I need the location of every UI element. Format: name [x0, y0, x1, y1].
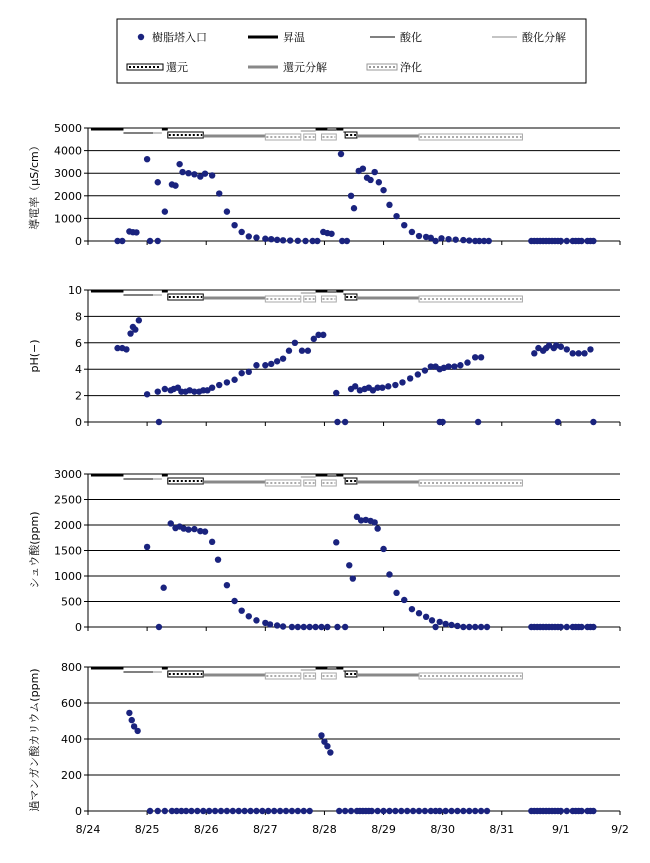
data-point: [123, 346, 129, 352]
legend-label: 樹脂塔入口: [152, 31, 207, 44]
data-point: [188, 808, 194, 814]
y-tick-label: 2500: [54, 493, 82, 507]
data-point: [299, 348, 305, 354]
data-point: [283, 808, 289, 814]
x-tick-label: 9/2: [611, 823, 629, 836]
data-point: [246, 233, 252, 239]
data-point: [224, 808, 230, 814]
data-point: [231, 222, 237, 228]
y-tick-label: 8: [75, 310, 82, 324]
data-point: [558, 624, 564, 630]
data-point: [392, 382, 398, 388]
y-tick-label: 1500: [54, 544, 82, 558]
data-point: [575, 350, 581, 356]
data-point: [590, 419, 596, 425]
x-tick-label: 8/25: [134, 823, 160, 836]
y-tick-label: 5000: [54, 122, 82, 135]
data-point: [466, 237, 472, 243]
data-point: [231, 377, 237, 383]
data-point: [422, 808, 428, 814]
data-point: [342, 624, 348, 630]
data-point: [386, 571, 392, 577]
data-point: [162, 208, 168, 214]
data-point: [380, 546, 386, 552]
y-tick-label: 200: [61, 769, 82, 782]
data-point: [218, 808, 224, 814]
data-point: [306, 808, 312, 814]
data-point: [416, 233, 422, 239]
data-point: [224, 208, 230, 214]
data-point: [185, 526, 191, 532]
y-tick-label: 800: [61, 661, 82, 674]
data-point: [398, 808, 404, 814]
data-point: [185, 170, 191, 176]
data-point: [236, 808, 242, 814]
data-point: [289, 624, 295, 630]
data-point: [126, 710, 132, 716]
data-point: [191, 526, 197, 532]
data-point: [437, 808, 443, 814]
y-tick-label: 6: [75, 336, 82, 350]
data-point: [156, 624, 162, 630]
data-point: [423, 614, 429, 620]
legend: [117, 19, 586, 83]
data-point: [386, 202, 392, 208]
data-point: [336, 808, 342, 814]
data-point: [147, 808, 153, 814]
data-point: [253, 234, 259, 240]
data-point: [333, 390, 339, 396]
data-point: [334, 624, 340, 630]
data-point: [287, 237, 293, 243]
data-point: [531, 350, 537, 356]
data-point: [215, 556, 221, 562]
data-point: [410, 808, 416, 814]
data-point: [376, 179, 382, 185]
data-point: [371, 519, 377, 525]
data-point: [286, 348, 292, 354]
data-point: [416, 808, 422, 814]
data-point: [302, 238, 308, 244]
data-point: [409, 229, 415, 235]
data-point: [587, 346, 593, 352]
data-point: [451, 363, 457, 369]
data-point: [328, 231, 334, 237]
data-point: [172, 182, 178, 188]
y-tick-label: 3000: [54, 468, 82, 481]
data-point: [168, 520, 174, 526]
data-point: [578, 238, 584, 244]
y-tick-label: 1000: [54, 570, 82, 583]
data-point: [374, 525, 380, 531]
y-tick-label: 0: [75, 416, 82, 429]
data-point: [305, 348, 311, 354]
data-point: [486, 238, 492, 244]
data-point: [144, 391, 150, 397]
data-point: [155, 388, 161, 394]
data-point: [274, 622, 280, 628]
data-point: [134, 728, 140, 734]
data-point: [155, 179, 161, 185]
data-point: [160, 585, 166, 591]
data-point: [457, 362, 463, 368]
x-tick-label: 8/27: [252, 823, 278, 836]
y-tick-label: 3000: [54, 167, 82, 181]
legend-label: 酸化分解: [522, 31, 566, 44]
data-point: [558, 238, 564, 244]
data-point: [209, 172, 215, 178]
data-point: [314, 238, 320, 244]
data-point: [247, 808, 253, 814]
phase-band-purification: [419, 673, 522, 679]
y-axis-label: pH(−): [28, 339, 41, 373]
data-point: [472, 624, 478, 630]
data-point: [246, 613, 252, 619]
data-point: [401, 597, 407, 603]
data-point: [253, 362, 259, 368]
data-point: [241, 808, 247, 814]
chart-panels: [27, 122, 629, 836]
legend-label: 酸化: [400, 31, 422, 44]
data-point: [460, 808, 466, 814]
data-point: [301, 808, 307, 814]
data-point: [162, 808, 168, 814]
data-point: [136, 317, 142, 323]
data-point: [392, 808, 398, 814]
data-point: [230, 808, 236, 814]
data-point: [338, 151, 344, 157]
x-tick-label: 8/24: [75, 823, 101, 836]
data-point: [380, 808, 386, 814]
data-point: [176, 161, 182, 167]
data-point: [129, 717, 135, 723]
data-point: [460, 237, 466, 243]
data-point: [452, 236, 458, 242]
data-point: [265, 808, 271, 814]
data-point: [274, 237, 280, 243]
data-point: [144, 156, 150, 162]
data-point: [570, 350, 576, 356]
data-point: [386, 808, 392, 814]
data-point: [460, 624, 466, 630]
data-point: [348, 193, 354, 199]
y-tick-label: 0: [75, 621, 82, 634]
data-point: [344, 238, 350, 244]
chart-panel: [27, 661, 620, 818]
data-point: [416, 610, 422, 616]
y-tick-label: 2000: [54, 189, 82, 203]
data-point: [295, 624, 301, 630]
y-tick-label: 1000: [54, 212, 82, 226]
data-point: [564, 346, 570, 352]
data-point: [564, 808, 570, 814]
data-point: [342, 419, 348, 425]
data-point: [259, 808, 265, 814]
data-point: [422, 367, 428, 373]
data-point: [253, 808, 259, 814]
data-point: [334, 419, 340, 425]
data-point: [231, 598, 237, 604]
x-tick-label: 9/1: [552, 823, 570, 836]
data-point: [351, 205, 357, 211]
data-point: [442, 808, 448, 814]
data-point: [393, 213, 399, 219]
data-point: [445, 363, 451, 369]
data-point: [268, 236, 274, 242]
data-point: [380, 187, 386, 193]
y-tick-label: 10: [68, 284, 82, 297]
data-point: [448, 622, 454, 628]
data-point: [581, 350, 587, 356]
data-point: [590, 238, 596, 244]
chart-panel: [28, 284, 620, 429]
y-axis-label: 過マンガン酸カリウム(ppm): [28, 668, 41, 812]
data-point: [415, 371, 421, 377]
legend-label: 昇温: [283, 31, 305, 44]
y-tick-label: 2000: [54, 519, 82, 532]
data-point: [320, 332, 326, 338]
data-point: [209, 384, 215, 390]
phase-band-purification: [419, 480, 522, 486]
data-point: [466, 808, 472, 814]
data-point: [478, 354, 484, 360]
data-point: [280, 237, 286, 243]
phase-band-purification: [419, 296, 522, 302]
data-point: [564, 624, 570, 630]
legend-marker-dot: [138, 34, 144, 40]
data-point: [442, 621, 448, 627]
data-point: [472, 354, 478, 360]
data-point: [191, 171, 197, 177]
data-point: [246, 369, 252, 375]
phase-band-purification: [419, 134, 522, 140]
x-tick-label: 8/30: [430, 823, 456, 836]
data-point: [360, 165, 366, 171]
y-tick-label: 4000: [54, 144, 82, 158]
data-point: [312, 624, 318, 630]
data-point: [590, 624, 596, 630]
data-point: [578, 624, 584, 630]
x-tick-label: 8/29: [371, 823, 396, 836]
data-point: [155, 238, 161, 244]
chart-panel: [27, 122, 620, 248]
data-point: [212, 808, 218, 814]
data-point: [147, 238, 153, 244]
x-tick-label: 8/31: [489, 823, 515, 836]
legend-label: 還元分解: [283, 61, 327, 74]
data-point: [327, 749, 333, 755]
data-point: [295, 238, 301, 244]
data-point: [393, 590, 399, 596]
data-point: [318, 732, 324, 738]
data-point: [429, 617, 435, 623]
data-point: [555, 419, 561, 425]
data-point: [564, 238, 570, 244]
data-point: [484, 624, 490, 630]
data-point: [333, 539, 339, 545]
data-point: [466, 624, 472, 630]
data-point: [202, 528, 208, 534]
chart-panel: [27, 468, 620, 634]
data-point: [318, 624, 324, 630]
data-point: [367, 177, 373, 183]
data-point: [385, 383, 391, 389]
data-point: [162, 386, 168, 392]
data-point: [454, 623, 460, 629]
data-point: [379, 384, 385, 390]
y-axis-label: 導電率（μS/cm）: [28, 140, 41, 230]
data-point: [464, 359, 470, 365]
data-point: [350, 575, 356, 581]
data-point: [238, 607, 244, 613]
data-point: [346, 562, 352, 568]
data-point: [274, 358, 280, 364]
y-tick-label: 2: [75, 389, 82, 403]
data-point: [292, 340, 298, 346]
y-tick-label: 4: [75, 363, 82, 377]
data-point: [224, 379, 230, 385]
data-point: [401, 222, 407, 228]
y-tick-label: 0: [75, 235, 82, 248]
data-point: [439, 419, 445, 425]
data-point: [407, 375, 413, 381]
y-tick-label: 600: [61, 697, 82, 710]
data-point: [216, 382, 222, 388]
data-point: [369, 808, 375, 814]
legend-label: 還元: [166, 61, 188, 74]
data-point: [301, 624, 307, 630]
data-point: [324, 624, 330, 630]
data-point: [454, 808, 460, 814]
data-point: [404, 808, 410, 814]
data-point: [374, 808, 380, 814]
data-point: [238, 370, 244, 376]
x-tick-label: 8/28: [312, 823, 337, 836]
data-point: [119, 238, 125, 244]
data-point: [262, 362, 268, 368]
data-point: [324, 743, 330, 749]
y-axis-label: シュウ酸(ppm): [28, 511, 41, 589]
data-point: [445, 236, 451, 242]
data-point: [271, 808, 277, 814]
y-tick-label: 400: [61, 733, 82, 746]
data-point: [253, 617, 259, 623]
y-tick-label: 0: [75, 805, 82, 818]
data-point: [144, 544, 150, 550]
data-point: [558, 344, 564, 350]
data-point: [277, 808, 283, 814]
data-point: [280, 623, 286, 629]
data-point: [409, 606, 415, 612]
data-point: [289, 808, 295, 814]
data-point: [295, 808, 301, 814]
data-point: [206, 808, 212, 814]
data-point: [590, 808, 596, 814]
data-point: [280, 355, 286, 361]
data-point: [209, 539, 215, 545]
data-point: [475, 419, 481, 425]
data-point: [432, 624, 438, 630]
data-point: [156, 419, 162, 425]
data-point: [478, 808, 484, 814]
data-point: [194, 808, 200, 814]
x-tick-label: 8/26: [193, 823, 219, 836]
data-point: [179, 169, 185, 175]
data-point: [306, 624, 312, 630]
data-point: [262, 236, 268, 242]
data-point: [578, 808, 584, 814]
data-point: [448, 808, 454, 814]
data-point: [438, 235, 444, 241]
data-point: [558, 808, 564, 814]
data-point: [216, 190, 222, 196]
data-point: [200, 808, 206, 814]
data-point: [432, 238, 438, 244]
data-point: [371, 169, 377, 175]
data-point: [132, 326, 138, 332]
y-tick-label: 500: [61, 595, 82, 609]
data-point: [268, 361, 274, 367]
data-point: [267, 621, 273, 627]
data-point: [342, 808, 348, 814]
data-point: [155, 808, 161, 814]
data-point: [478, 624, 484, 630]
data-point: [437, 619, 443, 625]
data-point: [484, 808, 490, 814]
data-point: [472, 808, 478, 814]
data-point: [399, 379, 405, 385]
legend-label: 浄化: [400, 61, 422, 74]
data-point: [202, 170, 208, 176]
data-point: [238, 229, 244, 235]
data-point: [348, 808, 354, 814]
data-point: [133, 229, 139, 235]
data-point: [224, 582, 230, 588]
